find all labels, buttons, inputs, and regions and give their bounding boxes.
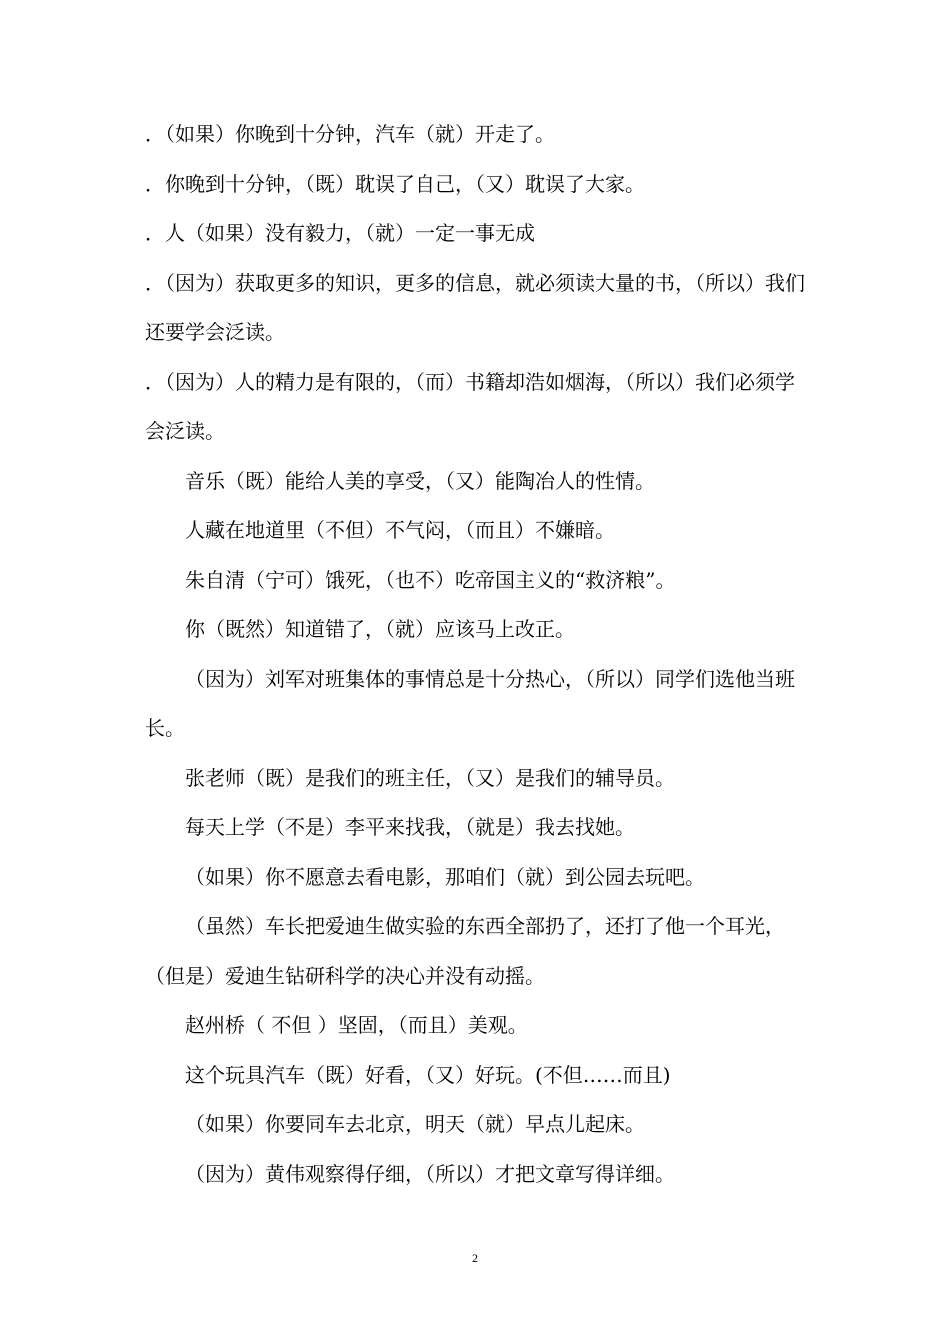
sentence-16: 这个玩具汽车（既）好看，（又）好玩。(不但……而且) [185,1062,671,1087]
sentence-1: ．（如果）你晚到十分钟，汽车（就）开走了。 [145,122,555,146]
sentence-6: 音乐（既）能给人美的享受，（又）能陶冶人的性情。 [185,468,655,493]
sentence-18: （因为）黄伟观察得仔细，（所以）才把文章写得详细。 [185,1161,675,1186]
sentence-10: （因为）刘军对班集体的事情总是十分热心，（所以）同学们选他当班长。 [145,666,795,740]
sentence-12: 每天上学（不是）李平来找我，（就是）我去找她。 [185,815,635,839]
sentence-7: 人藏在地道里（不但）不气闷，（而且）不嫌暗。 [185,518,615,542]
sentence-2: ．你晚到十分钟，（既）耽误了自己，（又）耽误了大家。 [145,171,645,196]
page-number: 2 [472,1251,478,1265]
sentence-13: （如果）你不愿意去看电影，那咱们（就）到公园去玩吧。 [185,864,705,889]
sentence-8: 朱自清（宁可）饿死，（也不）吃帝国主义的“救济粮”。 [185,567,676,592]
sentence-4: ．（因为）获取更多的知识，更多的信息，就必须读大量的书，（所以）我们还要学会泛读。 [145,270,805,344]
sentence-11: 张老师（既）是我们的班主任，（又）是我们的辅导员。 [185,765,675,790]
document-body [145,110,810,1199]
sentence-17: （如果）你要同车去北京，明天（就）早点儿起床。 [185,1112,645,1136]
sentence-14: （虽然）车长把爱迪生做实验的东西全部扔了，还打了他一个耳光，（但是）爱迪生钻研科学的决心并没有动摇。 [145,914,785,988]
sentence-5: ．（因为）人的精力是有限的，（而）书籍却浩如烟海，（所以）我们必须学会泛读。 [145,369,795,443]
sentence-15: 赵州桥（ 不但 ）坚固，（而且）美观。 [185,1013,528,1037]
sentence-9: 你（既然）知道错了，（就）应该马上改正。 [185,617,575,641]
sentence-3: ．人（如果）没有毅力，（就）一定一事无成 [145,221,535,245]
